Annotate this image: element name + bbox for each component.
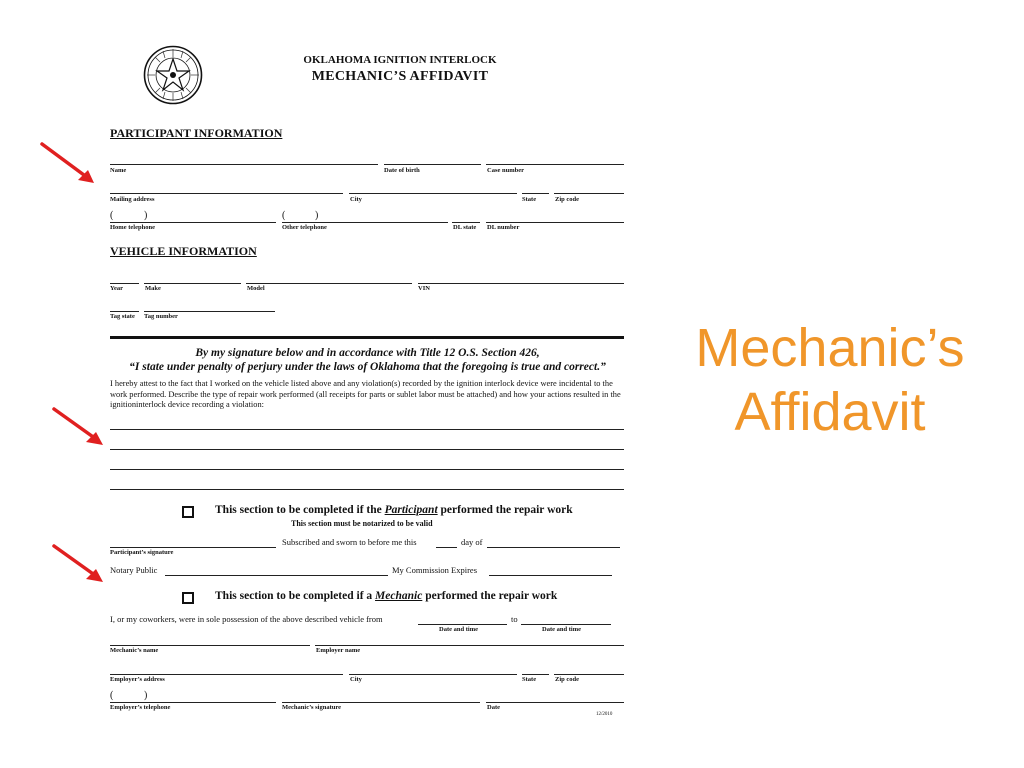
participant-info-heading: PARTICIPANT INFORMATION (110, 126, 283, 140)
state-label: State (522, 196, 537, 203)
arrow-icon-participant (38, 140, 98, 190)
dob-label: Date of birth (384, 167, 420, 174)
vehicle-info-heading: VEHICLE INFORMATION (110, 244, 257, 258)
participant-section-checkbox[interactable] (182, 506, 194, 518)
year-label: Year (110, 285, 123, 292)
slide-heading (645, 316, 1015, 444)
employer-phone-label: Employer’s telephone (110, 704, 171, 711)
mechanic-name-label: Mechanic’s name (110, 647, 159, 654)
other-phone-label: Other telephone (282, 224, 327, 231)
declaration-line2: “I state under penalty of perjury under the laws of Oklahoma that the foregoing is true and correct.” (129, 361, 606, 373)
arrow-icon-description (50, 405, 110, 455)
notary-public-text: Notary Public (110, 565, 158, 575)
slide-heading-line1: Mechanic’s (695, 318, 965, 378)
name-label: Name (110, 167, 127, 174)
slide-heading-line2: Affidavit (734, 382, 926, 442)
dl-state-label: DL state (453, 224, 477, 231)
oklahoma-state-seal-icon (143, 45, 203, 105)
from-date-time-label: Date and time (439, 626, 478, 633)
mailing-address-label: Mailing address (110, 196, 155, 203)
day-of-text: day of (461, 537, 483, 547)
participant-section-heading: This section to be completed if the Participant performed the repair work (215, 504, 573, 516)
mechanic-state-label: State (522, 676, 537, 683)
sworn-text: Subscribed and sworn to before me this (282, 537, 417, 547)
participant-signature-label: Participant’s signature (110, 549, 174, 556)
mechanic-section-checkbox[interactable] (182, 592, 194, 604)
date-label: Date (487, 704, 500, 711)
notarize-note: This section must be notarized to be valid (291, 519, 433, 528)
tag-state-label: Tag state (110, 313, 135, 320)
model-label: Model (247, 285, 265, 292)
employer-address-label: Employer’s address (110, 676, 165, 683)
city-label: City (350, 196, 362, 203)
employer-name-label: Employer name (316, 647, 361, 654)
mechanic-city-label: City (350, 676, 362, 683)
case-number-label: Case number (487, 167, 525, 174)
form-title-line2: MECHANIC’S AFFIDAVIT (311, 69, 489, 84)
section-divider (110, 336, 624, 339)
make-label: Make (145, 285, 161, 292)
to-date-time-label: Date and time (542, 626, 581, 633)
affidavit-form-image: OKLAHOMA IGNITION INTERLOCK MECHANIC’S AFFIDAVIT PARTICIPANT INFORMATION Name Date of birth Case number Mailing address City State Zip code ( ) ( ) Home telephone Other telephone DL state DL number VEHICLE INFORMATION Year Make Model VIN Tag state Tag number By my signature below and in accordance with Title 12 O.S. Section 426, “I state under penalty of perjury under the laws of Oklahoma that the foregoing is true and correct.” I hereby attest to the fact that I worked on the vehicle listed above and any violation(s) recorded by the ignition interlock device were incidental to the work performed. Describe the type of repair work performed (all receipts for parts or sublet labor must be attached) and how your actions resulted in the ignitioninterlock device recording a violation: This section to be completed if the Participant performed the repair work This section must be notarized to be valid Subscribed and sworn to before me this day of Participant’s signature Notary Public My Commission Expires This section to be completed if a Mechanic performed the repair work I, or my coworkers, were in sole possession of the above described vehicle from to Date and time Date and time Mechanic’s name Employer name Employer’s address City State Zip code ( ) Employer’s telephone Mechanic’s signature Date 12/2010 (0, 0, 650, 768)
arrow-icon-participant-section (50, 542, 110, 592)
mechanic-section-heading: This section to be completed if a Mechanic performed the repair work (215, 590, 558, 602)
declaration-line1: By my signature below and in accordance with Title 12 O.S. Section 426, (195, 347, 540, 359)
revision-date: 12/2010 (596, 712, 613, 717)
mechanic-signature-label: Mechanic’s signature (282, 704, 342, 711)
possession-to-text: to (511, 614, 518, 624)
mechanic-zip-label: Zip code (555, 676, 580, 683)
possession-text: I, or my coworkers, were in sole possession of the above described vehicle from (110, 614, 383, 624)
vin-label: VIN (418, 285, 430, 292)
commission-expires-text: My Commission Expires (392, 565, 478, 575)
zip-label: Zip code (555, 196, 580, 203)
home-phone-label: Home telephone (110, 224, 155, 231)
attest-paragraph: I hereby attest to the fact that I worked on the vehicle listed above and any violation(s) recorded by the ignition interlock device were incidental to the work performed. Describe the type of repair work performed (all receipts for parts or sublet labor must be attached) and how your actions resulted in the ignitioninterlock device recording a violation: (110, 379, 621, 409)
form-title-line1: OKLAHOMA IGNITION INTERLOCK (303, 54, 497, 66)
tag-number-label: Tag number (144, 313, 178, 320)
dl-number-label: DL number (487, 224, 520, 231)
